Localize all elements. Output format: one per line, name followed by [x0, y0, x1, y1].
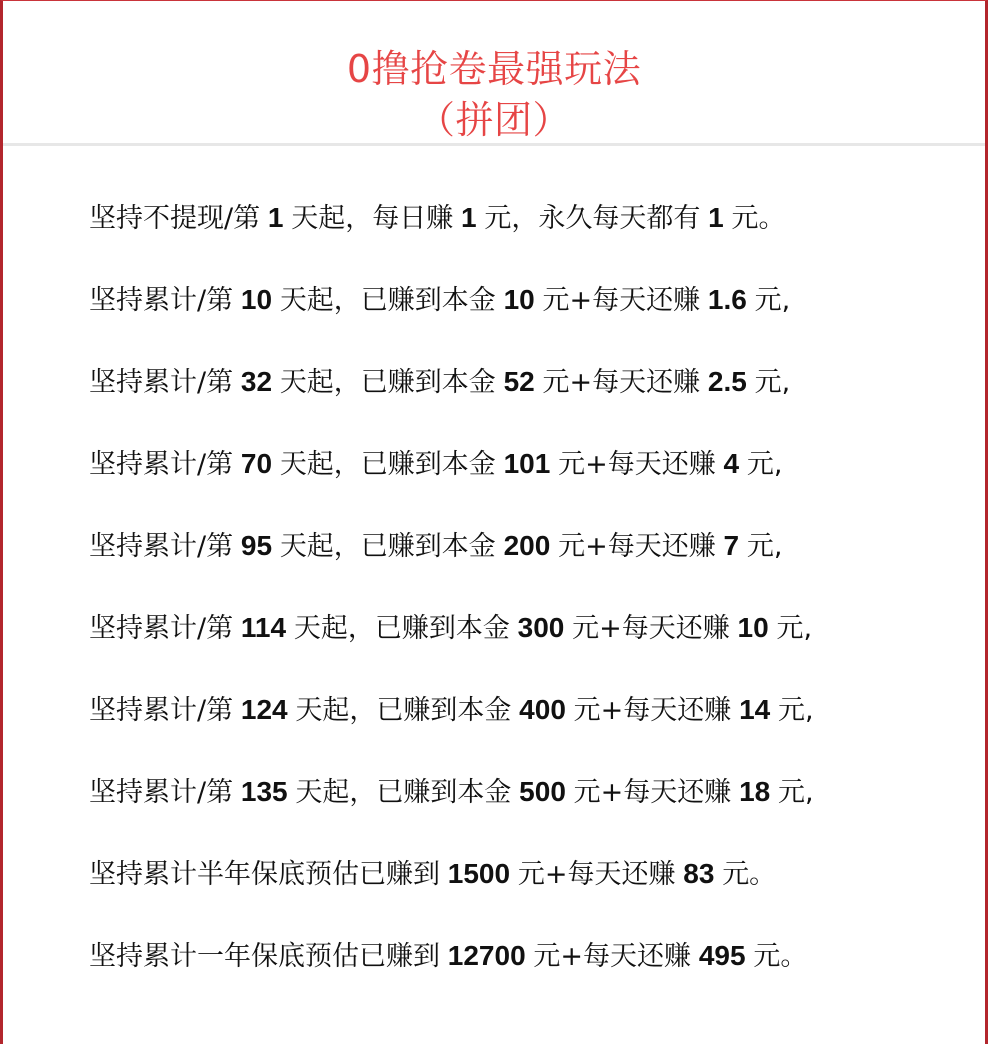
title-header — [3, 1, 985, 146]
row-number: 495 — [691, 940, 754, 971]
row-text: 天起，已赚到本金 — [279, 531, 496, 562]
row-text: 元。 — [722, 859, 777, 890]
row-number: 500 — [511, 776, 574, 807]
row-text: 坚持累计一年保底预估已赚到 — [89, 941, 440, 972]
row-number: 1 — [453, 202, 485, 233]
row-number: 7 — [715, 530, 747, 561]
list-item — [89, 200, 786, 237]
row-text: 元+每天还赚 — [558, 449, 716, 480]
row-number: 1.6 — [700, 284, 755, 315]
row-number: 83 — [675, 858, 723, 889]
row-number: 200 — [495, 530, 559, 561]
row-text: 坚持累计半年保底预估已赚到 — [89, 859, 440, 890]
row-text: 元, — [754, 285, 791, 316]
row-text: 元+每天还赚 — [517, 859, 676, 890]
row-text: 元+每天还赚 — [542, 285, 701, 316]
row-number: 400 — [511, 694, 574, 725]
row-text: 元+每天还赚 — [573, 695, 732, 726]
list-item — [89, 364, 790, 401]
page-subtitle: （拼团） — [416, 98, 571, 142]
row-text: 坚持不提现/第 — [89, 203, 261, 234]
row-number: 95 — [233, 530, 280, 561]
row-number: 1 — [260, 202, 292, 233]
row-text: 天起，已赚到本金 — [293, 613, 510, 644]
row-text: 天起，已赚到本金 — [279, 285, 496, 316]
row-text: 元, — [754, 367, 791, 398]
list-item — [89, 282, 790, 319]
row-text: 坚持累计/第 — [89, 695, 234, 726]
row-number: 52 — [495, 366, 543, 397]
row-number: 2.5 — [700, 366, 755, 397]
row-text: 元, — [776, 613, 813, 644]
row-number: 10 — [729, 612, 777, 643]
row-number: 18 — [731, 776, 778, 807]
row-text: 元+每天还赚 — [558, 531, 716, 562]
row-text: 元, — [778, 695, 814, 726]
row-text: 坚持累计/第 — [89, 531, 234, 562]
row-text: 元+每天还赚 — [573, 777, 732, 808]
row-text: 坚持累计/第 — [89, 449, 234, 480]
row-text: 坚持累计/第 — [89, 777, 234, 808]
row-text: 天起，已赚到本金 — [295, 695, 512, 726]
row-text: 天起，已赚到本金 — [279, 449, 496, 480]
row-number: 1 — [700, 202, 732, 233]
row-text: 元+每天还赚 — [542, 367, 701, 398]
list-item — [89, 446, 782, 483]
page-title: 0撸抢卷最强玩法 — [346, 47, 642, 91]
row-number: 101 — [495, 448, 559, 479]
row-text: 天起，已赚到本金 — [279, 367, 496, 398]
list-item — [89, 692, 814, 729]
row-number: 135 — [233, 776, 296, 807]
row-number: 32 — [233, 366, 280, 397]
row-number: 12700 — [440, 940, 534, 971]
row-number: 114 — [233, 612, 294, 643]
row-number: 14 — [731, 694, 778, 725]
list-item — [89, 774, 814, 811]
row-text: 坚持累计/第 — [89, 613, 234, 644]
row-text: 天起，每日赚 — [291, 203, 454, 234]
row-number: 300 — [509, 612, 573, 643]
list-item — [89, 610, 812, 647]
list-item — [89, 938, 807, 975]
row-number: 70 — [233, 448, 280, 479]
row-number: 124 — [233, 694, 296, 725]
row-text: 坚持累计/第 — [89, 367, 234, 398]
row-number: 4 — [715, 448, 747, 479]
row-text: 坚持累计/第 — [89, 285, 234, 316]
list-item — [89, 528, 782, 565]
row-text: 元，永久每天都有 — [484, 203, 701, 234]
list-item — [89, 856, 776, 893]
row-text: 元, — [746, 449, 783, 480]
row-text: 元+每天还赚 — [533, 941, 692, 972]
row-text: 元, — [746, 531, 783, 562]
row-text: 元。 — [731, 203, 786, 234]
row-text: 元, — [778, 777, 814, 808]
row-text: 元+每天还赚 — [572, 613, 730, 644]
row-text: 天起，已赚到本金 — [295, 777, 512, 808]
row-number: 10 — [495, 284, 543, 315]
row-number: 10 — [233, 284, 280, 315]
row-text: 元。 — [753, 941, 808, 972]
row-number: 1500 — [440, 858, 518, 889]
